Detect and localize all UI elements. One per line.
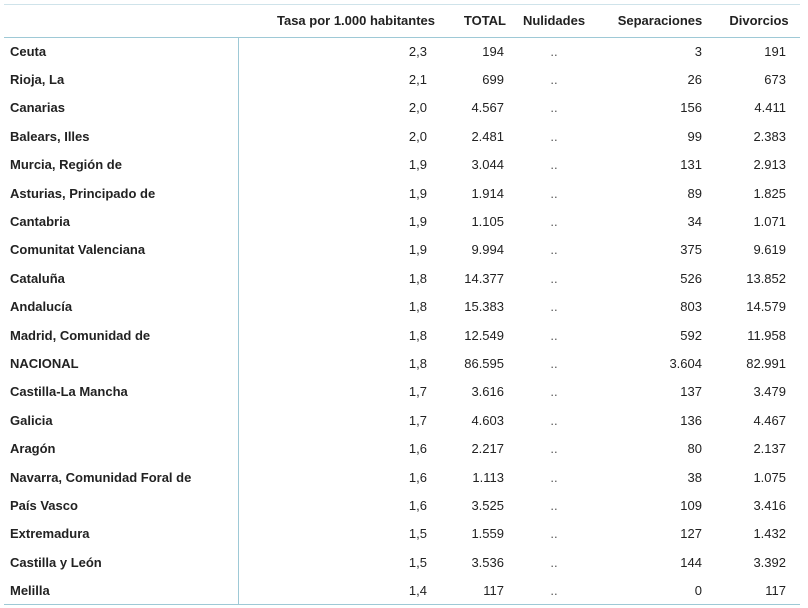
table-row bbox=[4, 520, 800, 548]
cell-separaciones: 131 bbox=[680, 157, 702, 173]
cell-total: 86.595 bbox=[464, 355, 504, 371]
header-tasa[interactable]: Tasa por 1.000 habitantes bbox=[238, 4, 435, 37]
cell-tasa: 1,9 bbox=[408, 185, 427, 201]
cell-tasa: 1,8 bbox=[408, 270, 427, 286]
cell-total: 15.383 bbox=[464, 299, 504, 315]
cell-separaciones: 109 bbox=[680, 497, 702, 513]
cell-total: 9.994 bbox=[471, 242, 504, 258]
cell-separaciones: 26 bbox=[687, 72, 702, 88]
header-region bbox=[4, 4, 238, 37]
table-row bbox=[4, 548, 800, 576]
table-row bbox=[4, 122, 800, 150]
cell-total: 3.044 bbox=[471, 157, 504, 173]
cell-divorcios: 4.411 bbox=[754, 100, 786, 116]
header-nulidades[interactable]: Nulidades bbox=[506, 4, 602, 37]
cell-total: 1.105 bbox=[471, 214, 504, 230]
cell-nulidades: .. bbox=[550, 43, 558, 59]
cell-region: Madrid, Comunidad de bbox=[4, 321, 238, 349]
cell-separaciones: 3.604 bbox=[669, 355, 702, 371]
cell-total: 14.377 bbox=[464, 270, 504, 286]
cell-region: Ceuta bbox=[4, 37, 238, 65]
cell-nulidades: .. bbox=[550, 299, 558, 315]
cell-divorcios: 13.852 bbox=[746, 270, 786, 286]
cell-nulidades: .. bbox=[550, 441, 558, 457]
header-separaciones[interactable]: Separaciones bbox=[602, 4, 718, 37]
cell-divorcios: 11.958 bbox=[747, 327, 786, 343]
cell-nulidades: .. bbox=[550, 497, 558, 513]
cell-region: Balears, Illes bbox=[4, 122, 238, 150]
cell-tasa: 1,5 bbox=[408, 526, 427, 542]
cell-tasa: 1,6 bbox=[408, 441, 427, 457]
cell-total: 2.481 bbox=[471, 128, 504, 144]
cell-tasa: 1,5 bbox=[408, 554, 427, 570]
cell-region: Navarra, Comunidad Foral de bbox=[4, 463, 238, 491]
cell-separaciones: 38 bbox=[687, 469, 702, 485]
table-row bbox=[4, 293, 800, 321]
cell-total: 117 bbox=[483, 582, 504, 598]
table-header-row bbox=[4, 4, 800, 37]
cell-region: Andalucía bbox=[4, 293, 238, 321]
cell-separaciones: 0 bbox=[694, 582, 702, 598]
cell-separaciones: 526 bbox=[680, 270, 702, 286]
cell-region: Melilla bbox=[4, 576, 238, 604]
header-divorcios[interactable]: Divorcios bbox=[718, 4, 800, 37]
cell-tasa: 1,9 bbox=[408, 157, 427, 173]
table-row bbox=[4, 378, 800, 406]
cell-nulidades: .. bbox=[550, 469, 558, 485]
cell-divorcios: 82.991 bbox=[746, 355, 786, 371]
cell-tasa: 2,0 bbox=[408, 128, 427, 144]
cell-separaciones: 803 bbox=[680, 299, 702, 315]
cell-divorcios: 14.579 bbox=[746, 299, 786, 315]
cell-divorcios: 117 bbox=[765, 582, 786, 598]
header-total[interactable]: TOTAL bbox=[435, 4, 506, 37]
data-table bbox=[4, 4, 800, 605]
cell-divorcios: 3.416 bbox=[753, 497, 786, 513]
cell-tasa: 1,8 bbox=[408, 355, 427, 371]
table-row bbox=[4, 321, 800, 349]
cell-region: Extremadura bbox=[4, 520, 238, 548]
cell-nulidades: .. bbox=[550, 214, 558, 230]
cell-region: Canarias bbox=[4, 94, 238, 122]
cell-separaciones: 137 bbox=[680, 384, 702, 400]
cell-separaciones: 3 bbox=[694, 43, 702, 59]
cell-region: Castilla y León bbox=[4, 548, 238, 576]
cell-total: 3.616 bbox=[471, 384, 504, 400]
cell-nulidades: .. bbox=[550, 355, 558, 371]
cell-region: Cantabria bbox=[4, 207, 238, 235]
table-body bbox=[4, 37, 800, 605]
cell-region: NACIONAL bbox=[4, 349, 238, 377]
cell-nulidades: .. bbox=[550, 128, 558, 144]
cell-separaciones: 34 bbox=[687, 214, 702, 230]
cell-nulidades: .. bbox=[550, 157, 558, 173]
cell-nulidades: .. bbox=[550, 554, 558, 570]
cell-nulidades: .. bbox=[550, 384, 558, 400]
table-row bbox=[4, 207, 800, 235]
table-row bbox=[4, 491, 800, 519]
cell-nulidades: .. bbox=[550, 412, 558, 428]
cell-divorcios: 191 bbox=[764, 43, 786, 59]
cell-total: 1.113 bbox=[472, 469, 504, 485]
cell-divorcios: 3.479 bbox=[753, 384, 786, 400]
cell-region: Galicia bbox=[4, 406, 238, 434]
cell-nulidades: .. bbox=[550, 72, 558, 88]
cell-total: 4.567 bbox=[471, 100, 504, 116]
cell-separaciones: 156 bbox=[680, 100, 702, 116]
table-row bbox=[4, 37, 800, 65]
cell-total: 2.217 bbox=[471, 441, 504, 457]
cell-total: 12.549 bbox=[464, 327, 504, 343]
cell-region: Asturias, Principado de bbox=[4, 179, 238, 207]
cell-region: Comunitat Valenciana bbox=[4, 236, 238, 264]
cell-tasa: 1,4 bbox=[408, 582, 427, 598]
cell-nulidades: .. bbox=[550, 526, 558, 542]
cell-region: Aragón bbox=[4, 434, 238, 462]
cell-total: 1.559 bbox=[471, 526, 504, 542]
table-row bbox=[4, 65, 800, 93]
table-row bbox=[4, 576, 800, 604]
cell-divorcios: 2.913 bbox=[753, 157, 786, 173]
cell-nulidades: .. bbox=[550, 582, 558, 598]
cell-region: Castilla-La Mancha bbox=[4, 378, 238, 406]
cell-divorcios: 1.432 bbox=[753, 526, 786, 542]
cell-nulidades: .. bbox=[550, 270, 558, 286]
cell-total: 4.603 bbox=[471, 412, 504, 428]
cell-total: 3.536 bbox=[471, 554, 504, 570]
cell-region: País Vasco bbox=[4, 491, 238, 519]
cell-nulidades: .. bbox=[550, 327, 558, 343]
cell-tasa: 1,8 bbox=[408, 299, 427, 315]
cell-separaciones: 136 bbox=[680, 412, 702, 428]
cell-tasa: 1,6 bbox=[408, 469, 427, 485]
cell-separaciones: 127 bbox=[680, 526, 702, 542]
cell-separaciones: 99 bbox=[687, 128, 702, 144]
cell-separaciones: 592 bbox=[680, 327, 702, 343]
table-row bbox=[4, 179, 800, 207]
cell-separaciones: 89 bbox=[687, 185, 702, 201]
cell-region: Rioja, La bbox=[4, 65, 238, 93]
table-row bbox=[4, 264, 800, 292]
cell-tasa: 1,8 bbox=[408, 327, 427, 343]
table-row bbox=[4, 434, 800, 462]
cell-nulidades: .. bbox=[550, 100, 558, 116]
cell-divorcios: 1.071 bbox=[753, 214, 786, 230]
table-row bbox=[4, 406, 800, 434]
cell-divorcios: 4.467 bbox=[753, 412, 786, 428]
cell-divorcios: 3.392 bbox=[753, 554, 786, 570]
cell-tasa: 1,7 bbox=[408, 412, 427, 428]
cell-nulidades: .. bbox=[550, 242, 558, 258]
table-row bbox=[4, 236, 800, 264]
cell-divorcios: 1.075 bbox=[753, 469, 786, 485]
table-row bbox=[4, 94, 800, 122]
cell-separaciones: 144 bbox=[680, 554, 702, 570]
cell-tasa: 2,3 bbox=[408, 43, 427, 59]
cell-divorcios: 2.137 bbox=[753, 441, 786, 457]
cell-nulidades: .. bbox=[550, 185, 558, 201]
cell-separaciones: 80 bbox=[687, 441, 702, 457]
cell-separaciones: 375 bbox=[680, 242, 702, 258]
table-row bbox=[4, 463, 800, 491]
cell-divorcios: 9.619 bbox=[753, 242, 786, 258]
cell-total: 3.525 bbox=[471, 497, 504, 513]
cell-region: Cataluña bbox=[4, 264, 238, 292]
cell-tasa: 2,0 bbox=[408, 100, 427, 116]
cell-tasa: 1,9 bbox=[408, 214, 427, 230]
cell-total: 699 bbox=[482, 72, 504, 88]
cell-total: 1.914 bbox=[471, 185, 504, 201]
cell-region: Murcia, Región de bbox=[4, 151, 238, 179]
cell-divorcios: 2.383 bbox=[753, 128, 786, 144]
cell-divorcios: 673 bbox=[764, 72, 786, 88]
table-row bbox=[4, 151, 800, 179]
cell-tasa: 2,1 bbox=[408, 72, 427, 88]
cell-divorcios: 1.825 bbox=[753, 185, 786, 201]
cell-total: 194 bbox=[482, 43, 504, 59]
table-row bbox=[4, 349, 800, 377]
cell-tasa: 1,9 bbox=[408, 242, 427, 258]
cell-tasa: 1,7 bbox=[408, 384, 427, 400]
cell-tasa: 1,6 bbox=[408, 497, 427, 513]
